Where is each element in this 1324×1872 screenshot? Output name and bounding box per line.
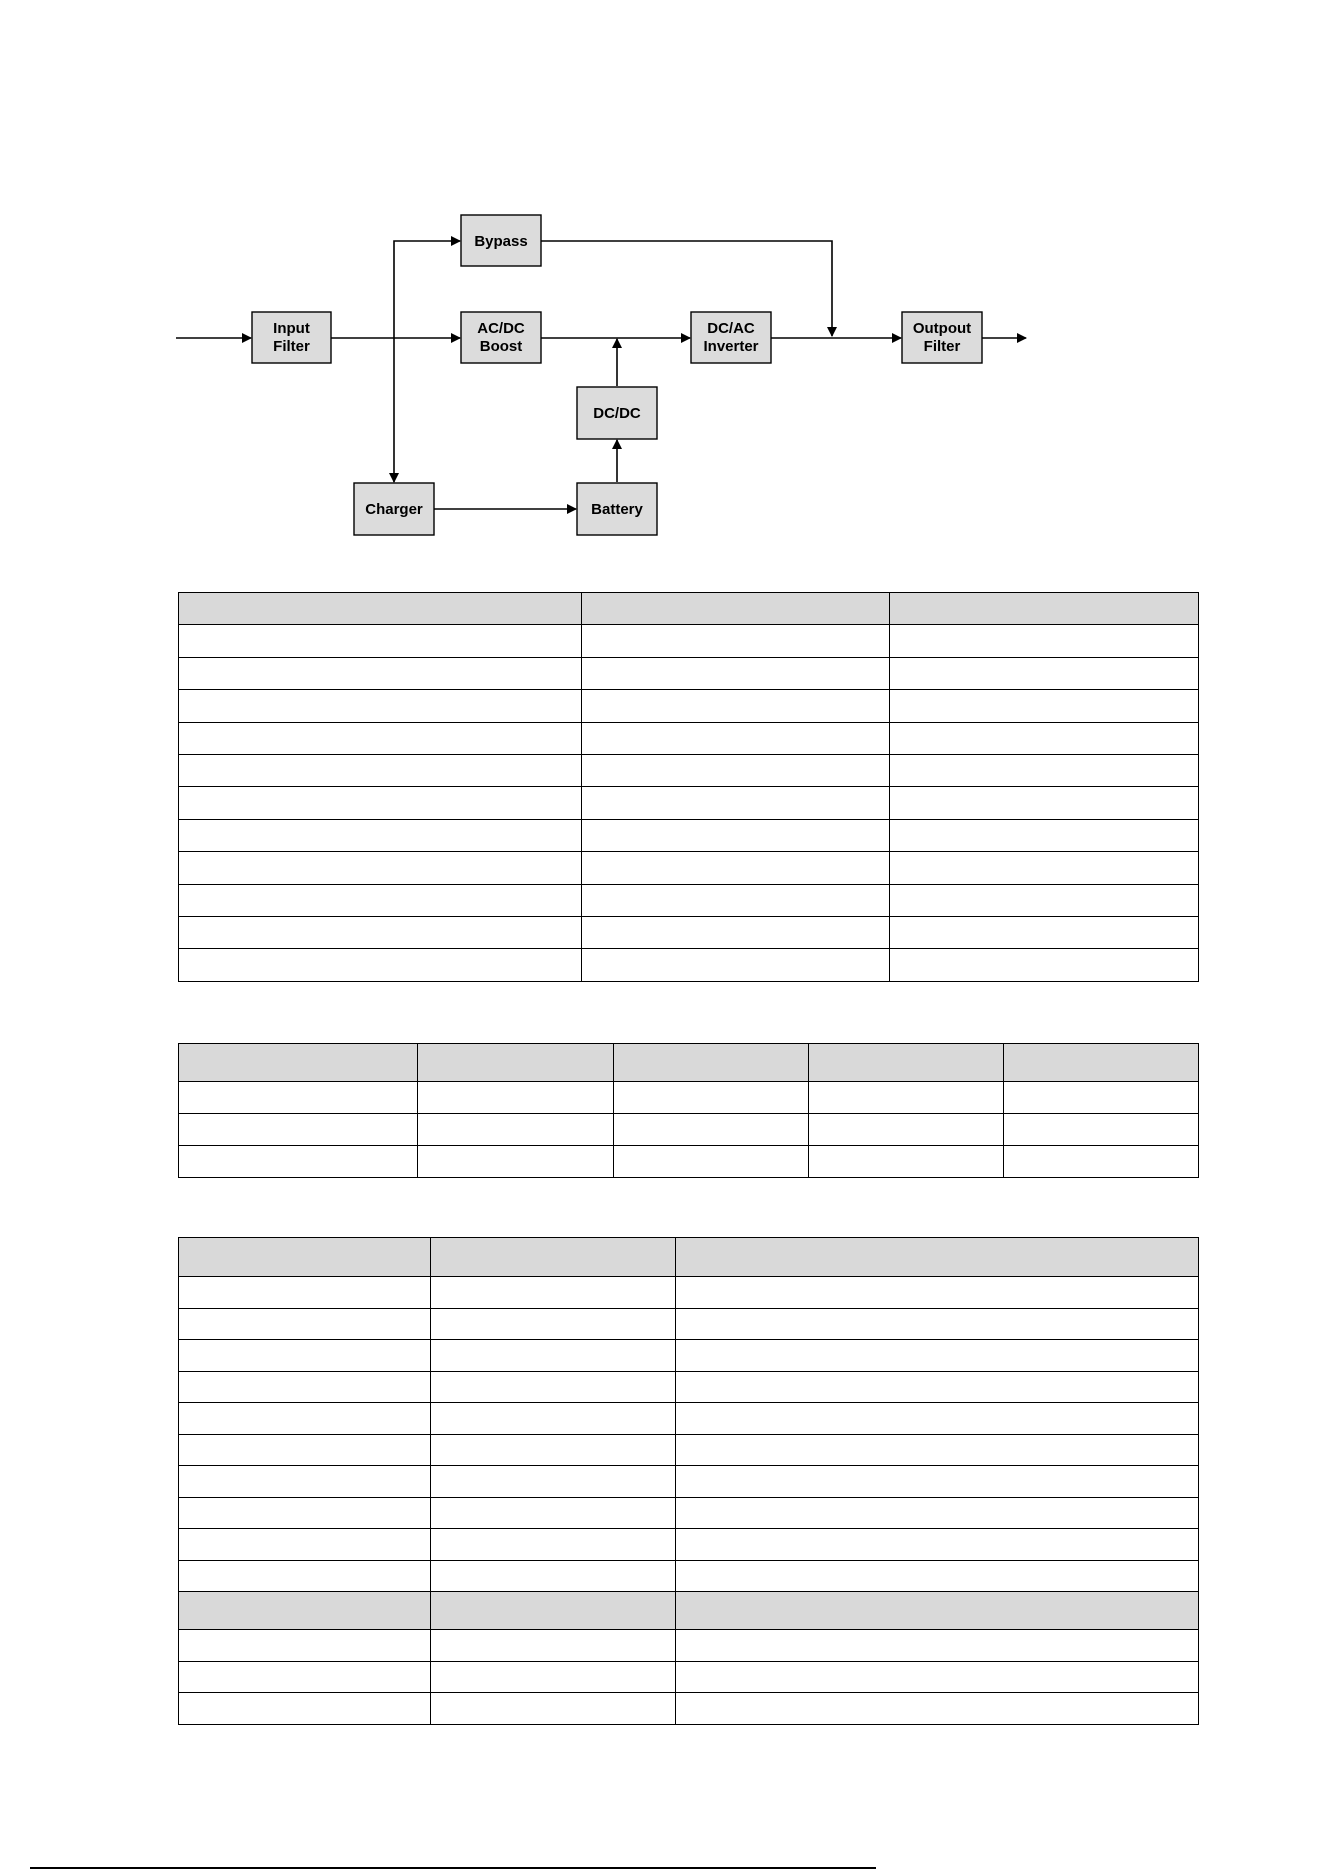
table-row [179, 916, 1199, 948]
table-cell [179, 722, 582, 754]
table-row [179, 1529, 1199, 1561]
block-charger [354, 483, 434, 535]
table-header-row [179, 593, 1199, 625]
header-cell [614, 1044, 809, 1082]
table-cell [676, 1630, 1199, 1662]
table-cell [582, 625, 890, 657]
table-row [179, 1560, 1199, 1592]
table-row [179, 1146, 1199, 1178]
table-cell [179, 1497, 431, 1529]
table-cell [676, 1466, 1199, 1498]
table-cell [418, 1082, 614, 1114]
table-cell [179, 690, 582, 722]
block-label-line: Filter [273, 338, 310, 355]
table-row [179, 949, 1199, 981]
table-cell [179, 625, 582, 657]
table-cell [179, 1466, 431, 1498]
table-cell [582, 690, 890, 722]
header-cell [418, 1044, 614, 1082]
block-label-line: Input [273, 320, 310, 337]
block-label-line: Filter [923, 338, 961, 355]
arrow-bypass-to-output [540, 241, 832, 336]
table-header-row [179, 1044, 1199, 1082]
table-row [179, 1308, 1199, 1340]
table-cell [676, 1371, 1199, 1403]
table-row [179, 819, 1199, 851]
table-cell [890, 852, 1199, 884]
table-cell [431, 1529, 676, 1561]
table-row [179, 625, 1199, 657]
spec-table-2 [178, 1043, 1199, 1178]
table-cell [431, 1371, 676, 1403]
table-row [179, 787, 1199, 819]
table-cell [890, 884, 1199, 916]
table-cell [179, 949, 582, 981]
table-cell [582, 819, 890, 851]
table-cell [179, 1114, 418, 1146]
table-cell [1004, 1082, 1199, 1114]
block-dcdc [577, 387, 657, 439]
table-cell [179, 1630, 431, 1662]
table-row [179, 1693, 1199, 1725]
block-label-line: AC/DC [477, 320, 525, 337]
block-input-filter [252, 312, 331, 363]
table-cell [676, 1560, 1199, 1592]
table-cell [582, 949, 890, 981]
table-cell [582, 916, 890, 948]
block-bypass [461, 215, 541, 266]
table-header-row [179, 1238, 1199, 1277]
table-cell [431, 1630, 676, 1662]
block-acdc-boost [461, 312, 541, 363]
table-cell [431, 1340, 676, 1372]
table-cell [676, 1497, 1199, 1529]
block-dcac-inverter [691, 312, 771, 363]
table-cell [890, 949, 1199, 981]
table-cell [431, 1560, 676, 1592]
table-cell [890, 722, 1199, 754]
table-cell [676, 1693, 1199, 1725]
table-row [179, 1466, 1199, 1498]
table-cell [179, 1434, 431, 1466]
table-cell [179, 819, 582, 851]
block-label-line: Boost [479, 338, 523, 355]
table-cell [809, 1114, 1004, 1146]
table-cell [890, 787, 1199, 819]
table-cell [614, 1146, 809, 1178]
table-row [179, 722, 1199, 754]
table-row [179, 1082, 1199, 1114]
table-cell [179, 787, 582, 819]
ups-block-diagram [0, 0, 1324, 560]
connection-lines [176, 241, 1026, 509]
table-cell [582, 754, 890, 786]
table-cell [890, 819, 1199, 851]
table-cell [676, 1308, 1199, 1340]
table-row [179, 1371, 1199, 1403]
table-cell [179, 884, 582, 916]
table-cell [431, 1661, 676, 1693]
block-battery [577, 483, 657, 535]
table-cell [1004, 1146, 1199, 1178]
table-cell [179, 1371, 431, 1403]
table-cell [179, 754, 582, 786]
table-cell [582, 787, 890, 819]
header-cell [676, 1238, 1199, 1277]
header-cell [179, 1238, 431, 1277]
table-cell [676, 1277, 1199, 1309]
header-cell [179, 1044, 418, 1082]
block-label-line: Charger [365, 501, 423, 518]
subheader-cell [431, 1592, 676, 1630]
table-row [179, 1403, 1199, 1435]
table-cell [179, 1403, 431, 1435]
table-cell [582, 722, 890, 754]
block-label-line: Bypass [474, 233, 528, 250]
table-row [179, 852, 1199, 884]
table-cell [676, 1403, 1199, 1435]
table-cell [890, 690, 1199, 722]
block-label-line: DC/AC [707, 320, 755, 337]
table-cell [179, 1529, 431, 1561]
table-cell [179, 852, 582, 884]
table-cell [809, 1082, 1004, 1114]
table-cell [179, 1082, 418, 1114]
table-row [179, 657, 1199, 689]
table-row [179, 1661, 1199, 1693]
subheader-cell [179, 1592, 431, 1630]
block-label-line: DC/DC [593, 405, 641, 422]
table-cell [582, 852, 890, 884]
subheader-cell [676, 1592, 1199, 1630]
table-row [179, 884, 1199, 916]
table-cell [676, 1340, 1199, 1372]
arrow-junction-to-bypass [394, 241, 460, 338]
table-cell [1004, 1114, 1199, 1146]
table-cell [179, 1693, 431, 1725]
table-row [179, 1434, 1199, 1466]
table-cell [676, 1529, 1199, 1561]
table-row [179, 690, 1199, 722]
table-cell [431, 1403, 676, 1435]
header-cell [1004, 1044, 1199, 1082]
table-cell [179, 1308, 431, 1340]
spec-table-3 [178, 1237, 1199, 1725]
header-cell [179, 593, 582, 625]
table-cell [890, 754, 1199, 786]
table-cell [431, 1497, 676, 1529]
table-cell [890, 657, 1199, 689]
table-cell [179, 657, 582, 689]
footer-rule [30, 1867, 876, 1869]
block-label-line: Outpout [912, 320, 972, 337]
table-subheader-row [179, 1592, 1199, 1630]
table-cell [582, 884, 890, 916]
table-cell [179, 1146, 418, 1178]
table-cell [431, 1308, 676, 1340]
table-cell [582, 657, 890, 689]
table-row [179, 1277, 1199, 1309]
table-cell [431, 1277, 676, 1309]
table-cell [676, 1661, 1199, 1693]
spec-table-1 [178, 592, 1199, 982]
table-row [179, 754, 1199, 786]
table-cell [809, 1146, 1004, 1178]
table-cell [676, 1434, 1199, 1466]
table-cell [614, 1082, 809, 1114]
header-cell [809, 1044, 1004, 1082]
table-cell [890, 916, 1199, 948]
table-row [179, 1114, 1199, 1146]
table-row [179, 1630, 1199, 1662]
table-cell [431, 1693, 676, 1725]
table-cell [179, 1277, 431, 1309]
table-cell [418, 1146, 614, 1178]
table-cell [179, 916, 582, 948]
block-label-line: Inverter [703, 338, 759, 355]
table-cell [179, 1560, 431, 1592]
table-cell [431, 1434, 676, 1466]
table-cell [418, 1114, 614, 1146]
header-cell [431, 1238, 676, 1277]
table-cell [431, 1466, 676, 1498]
table-cell [614, 1114, 809, 1146]
table-cell [890, 625, 1199, 657]
table-row [179, 1497, 1199, 1529]
block-output-filter [902, 312, 982, 363]
header-cell [890, 593, 1199, 625]
header-cell [582, 593, 890, 625]
table-cell [179, 1340, 431, 1372]
block-label-line: Battery [591, 501, 643, 518]
table-cell [179, 1661, 431, 1693]
table-row [179, 1340, 1199, 1372]
